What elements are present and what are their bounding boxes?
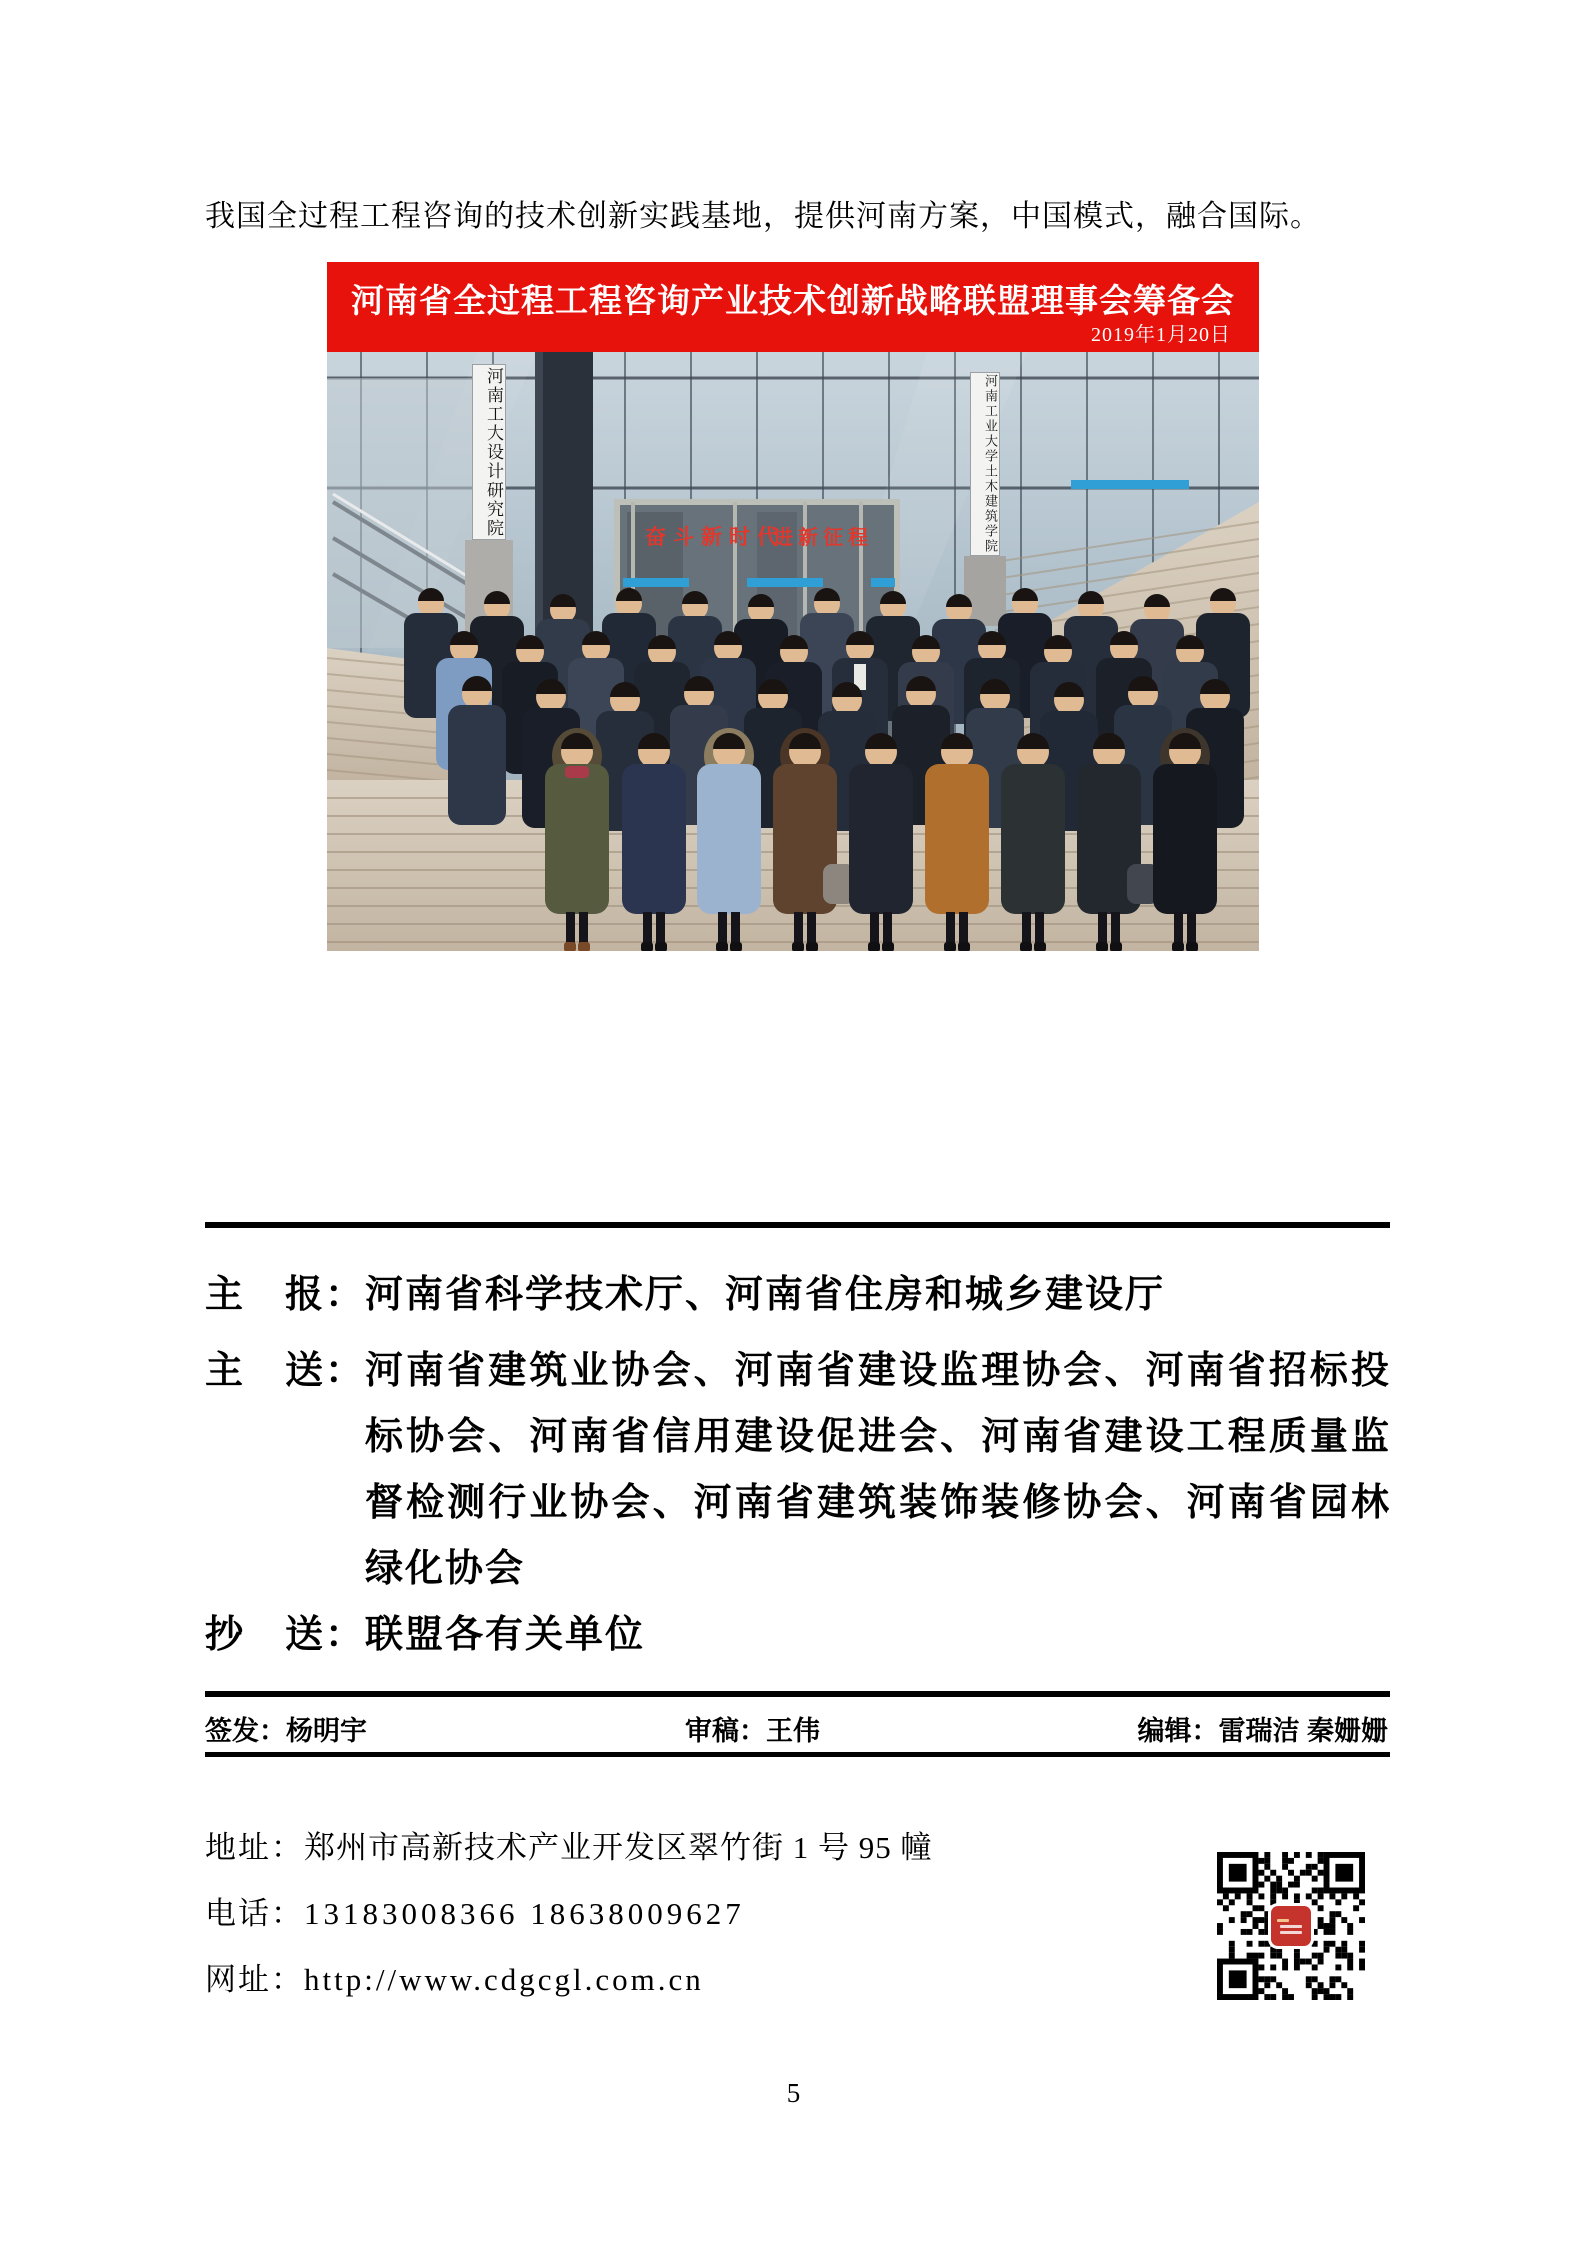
website-value: http://www.cdgcgl.com.cn [304, 1962, 704, 1997]
phone-value: 13183008366 18638009627 [304, 1896, 745, 1931]
group-photo [327, 262, 1259, 951]
page-number: 5 [786, 2078, 801, 2108]
wechat-qr-code [1217, 1852, 1365, 2000]
qr-center-logo [1271, 1906, 1311, 1946]
reviewed-by: 审稿：王伟 [685, 1716, 820, 1746]
report-to-row [205, 1262, 1165, 1328]
led-banner-right: 进新征程 [773, 527, 873, 549]
photo-banner [327, 262, 1259, 352]
photo-banner-title: 河南省全过程工程咨询产业技术创新战略联盟理事会筹备会 [351, 284, 1235, 320]
led-banner-left: 奋斗新时代 [645, 526, 785, 549]
copy-to-row [205, 1602, 645, 1668]
phone-row [205, 1894, 933, 1934]
right-building-sign: 河南工业大学土木建筑学院 [970, 372, 1000, 556]
send-to-label: 主 送： [205, 1350, 366, 1392]
send-to-row [205, 1338, 1391, 1602]
address-value: 郑州市高新技术产业开发区翠竹街 1 号 95 幢 [304, 1830, 933, 1865]
sign-off-by: 签发：杨明宇 [205, 1716, 367, 1746]
address-row [205, 1828, 933, 1868]
left-building-sign: 河南工大设计研究院 [472, 364, 506, 540]
send-to-content: 河南省建筑业协会、河南省建设监理协会、河南省招标投标协会、河南省信用建设促进会、河南省建设工程质量监督检测行业协会、河南省建筑装饰装修协会、河南省园林绿化协会 [365, 1350, 1392, 1590]
report-to-label: 主 报： [205, 1274, 366, 1316]
colophon-bar [205, 1691, 1390, 1757]
report-to-content: 河南省科学技术厅、河南省住房和城乡建设厅 [365, 1274, 1166, 1316]
contact-block [205, 1828, 933, 2026]
address-label: 地址： [205, 1830, 304, 1865]
divider-rule [205, 1222, 1390, 1228]
photo-banner-date: 2019年1月20日 [1091, 324, 1231, 346]
copy-to-content: 联盟各有关单位 [365, 1614, 646, 1656]
intro-paragraph: 我国全过程工程咨询的技术创新实践基地，提供河南方案，中国模式，融合国际。 [205, 200, 1321, 233]
edited-by: 编辑：雷瑞洁 秦姗姗 [1137, 1716, 1388, 1746]
website-row [205, 1960, 933, 2000]
phone-label: 电话： [205, 1896, 304, 1931]
website-label: 网址： [205, 1962, 304, 1997]
copy-to-label: 抄 送： [205, 1614, 366, 1656]
photo-scene-graphic [327, 352, 1259, 951]
photo-scene [327, 352, 1259, 951]
